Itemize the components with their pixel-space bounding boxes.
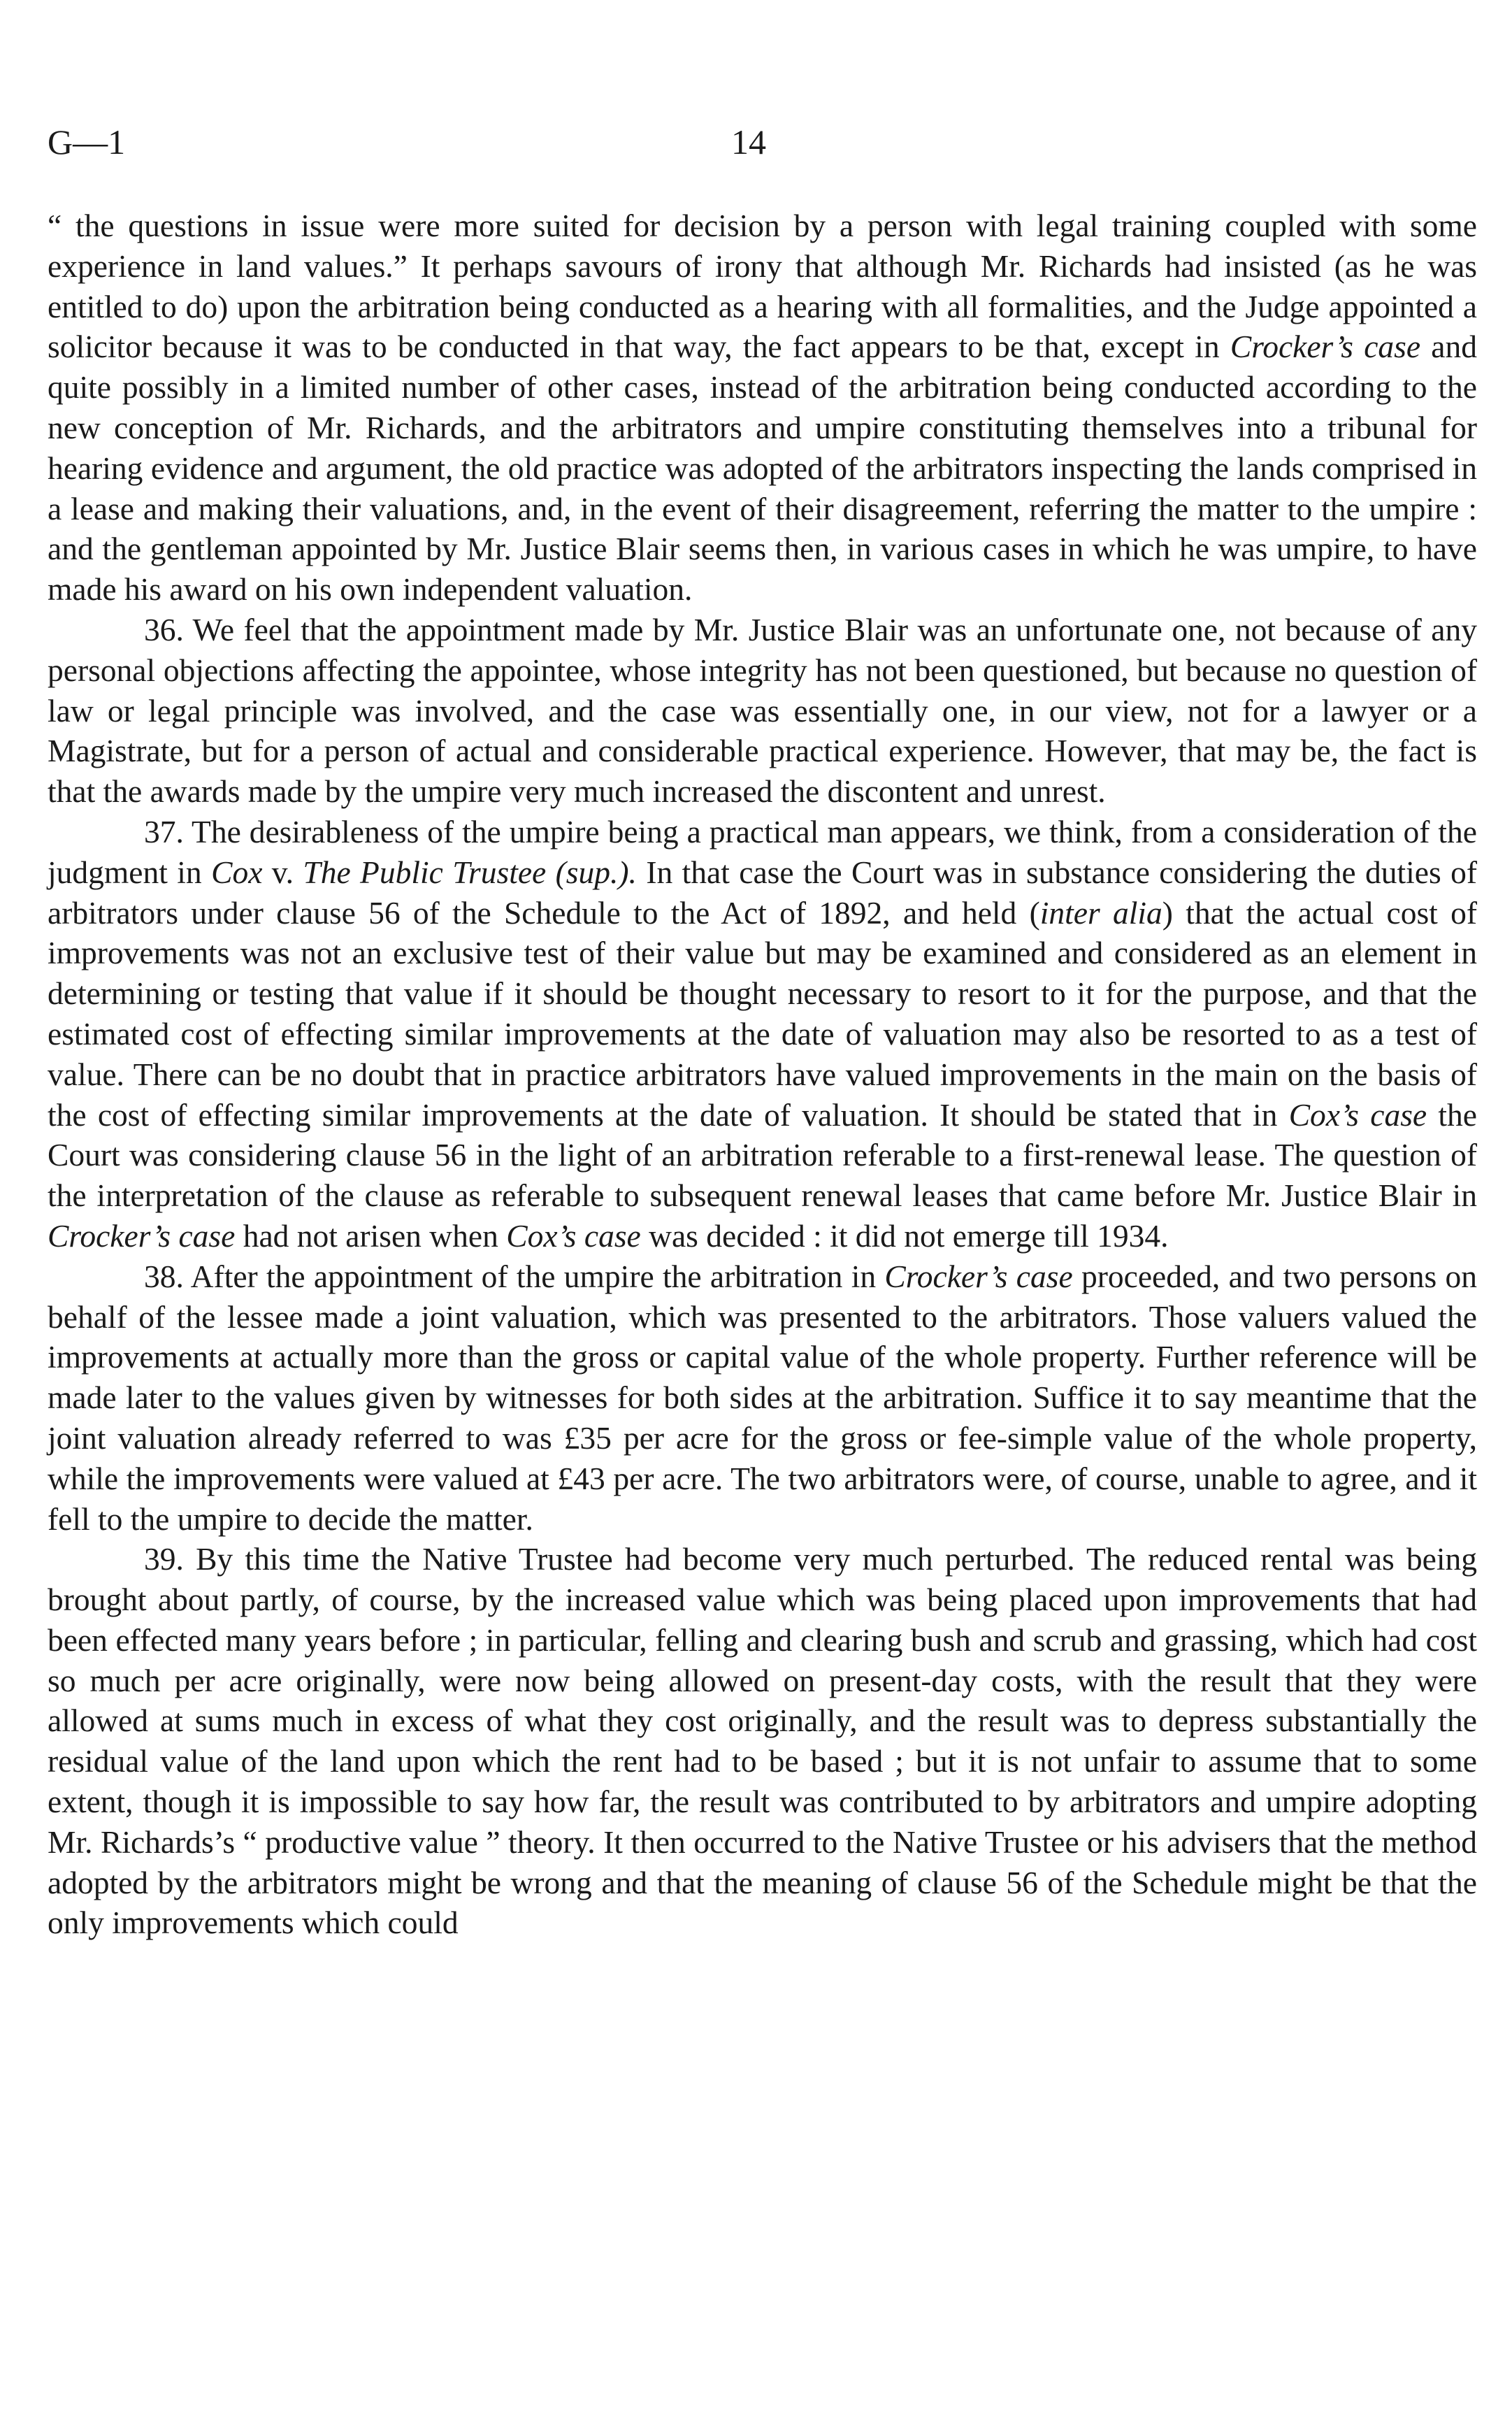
italic-text-run: inter alia — [1039, 894, 1162, 931]
text-run: 37. The desirableness of the umpire being a practical man appears, we think, from a consideration of the judgment in — [48, 813, 1477, 890]
page-number: 14 — [731, 122, 766, 162]
text-run: v. — [262, 854, 303, 890]
paragraph-39 — [48, 1539, 1477, 1943]
text-run: “ the questions in issue were more suited for decision by a person with legal training coupled with some experience in land values.” It perhaps savours of irony that although Mr. Richards had insisted (as he was entitled to do) upon the arbitration being conducted as a hearing with all formalities, and the Judge appointed a solicitor because it was to be conducted in that way, the fact appears to be that, except in — [48, 208, 1477, 365]
text-run: the Court was considering clause 56 in the light of an arbitration referable to a first-renewal lease. The question of the interpretation of the clause as referable to subsequent renewal leases that came before Mr. Justice Blair in — [48, 1096, 1477, 1214]
body-text — [48, 206, 1477, 1943]
text-run: 39. By this time the Native Trustee had become very much perturbed. The reduced rental was being brought about partly, of course, by the increased value which was being placed upon improvements that had been effected many years before ; in particular, felling and clearing bush and scrub and grassing, which had cost so much per acre originally, were now being allowed on present-day costs, with the result that they were allowed at sums much in excess of what they cost originally, and the result was to depress substantially the residual value of the land upon which the rent had to be based ; but it is not unfair to assume that to some extent, though it is impossible to say how far, the result was contributed to by arbitrators and umpire adopting Mr. Richards’s “ productive value ” theory. It then occurred to the Native Trustee or his advisers that the method adopted by the arbitrators might be wrong and that the meaning of clause 56 of the Schedule might be that the only improvements which could — [48, 1541, 1477, 1941]
paragraph-38 — [48, 1256, 1477, 1540]
italic-text-run: Cox’s case — [506, 1217, 641, 1254]
paragraph-36 — [48, 610, 1477, 812]
text-run: proceeded, and two persons on behalf of the lessee made a joint valuation, which was presented to the arbitrators. Those valuers valued the improvements at actually more than the gross or capital value of the whole property. Further reference will be made later to the values given by witnesses for both sides at the arbitration. Suffice it to say meantime that the joint valuation already referred to was £35 per acre for the gross or fee-simple value of the whole property, while the improvements were valued at £43 per acre. The two arbitrators were, of course, unable to agree, and it fell to the umpire to decide the matter. — [48, 1258, 1478, 1537]
text-run: ) that the actual cost of improvements was not an exclusive test of their value but may be examined and considered as an element in determining or testing that value if it should be thought necessary to resort to it for the purpose, and that the estimated cost of effecting similar improvements at the date of valuation may also be resorted to as a test of value. There can be no doubt that in practice arbitrators have valued improvements in the main on the basis of the cost of effecting similar improvements at the date of valuation. It should be stated that in — [48, 894, 1478, 1133]
text-run: In that case the Court was in substance considering the duties of arbitrators under clause 56 of the Schedule to the Act of 1892, and held ( — [48, 854, 1477, 931]
italic-text-run: Cox’s case — [1288, 1096, 1427, 1133]
text-run: and quite possibly in a limited number of other cases, instead of the arbitration being conducted according to the new conception of Mr. Richards, and the arbitrators and umpire constituting themselves into a tribunal for hearing evidence and argument, the old practice was adopted of the arbitrators inspecting the lands comprised in a lease and making their valuations, and, in the event of their disagreement, referring the matter to the umpire : and the gentleman appointed by Mr. Justice Blair seems then, in various cases in which he was umpire, to have made his award on his own independent valuation. — [48, 329, 1478, 608]
text-run: 38. After the appointment of the umpire the arbitration in — [144, 1258, 885, 1294]
document-reference: G—1 — [48, 122, 126, 162]
italic-text-run: Crocker’s case — [48, 1217, 236, 1254]
paragraph-37 — [48, 812, 1477, 1256]
italic-text-run: The Public Trustee (sup.). — [303, 854, 637, 890]
paragraph-continued — [48, 206, 1477, 610]
text-run: 36. We feel that the appointment made by Mr. Justice Blair was an unfortunate one, not because of any personal objections affecting the appointee, whose integrity has not been questioned, but because no question of law or legal principle was involved, and the case was essentially one, in our view, not for a lawyer or a Magistrate, but for a person of actual and considerable practical experience. However, that may be, the fact is that the awards made by the umpire very much increased the discontent and unrest. — [48, 611, 1477, 810]
page-header — [48, 117, 1469, 166]
italic-text-run: Cox — [211, 854, 263, 890]
italic-text-run: Crocker’s case — [884, 1258, 1073, 1294]
italic-text-run: Crocker’s case — [1230, 329, 1421, 365]
text-run: had not arisen when — [235, 1217, 507, 1254]
text-run: was decided : it did not emerge till 1934. — [640, 1217, 1169, 1254]
